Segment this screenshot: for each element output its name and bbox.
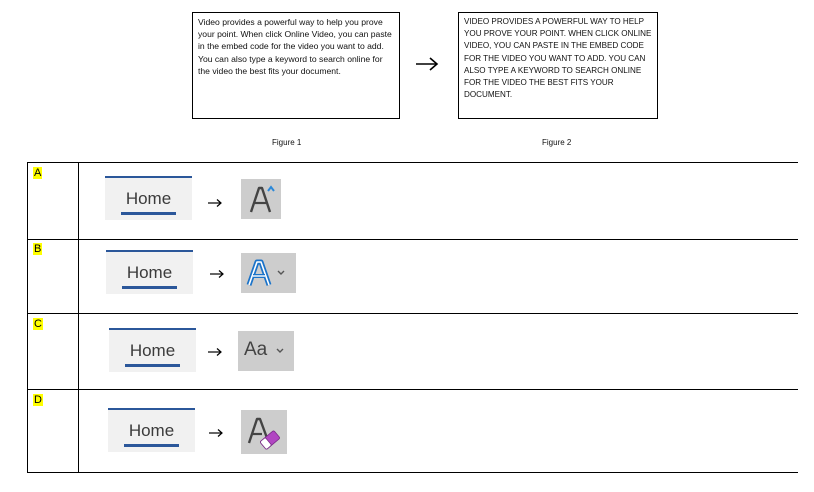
right-arrow-icon — [414, 56, 440, 72]
figure-2-textbox — [458, 12, 658, 119]
grow-font-icon — [241, 179, 281, 219]
tab-active-underline — [122, 286, 177, 289]
home-tab[interactable] — [106, 250, 193, 294]
figure-1-text: Video provides a powerful way to help you prove your point. When click Online Video, you can paste in the embed code for the video you want to add. You can also type a keyword to search online for the video the best fits your document. — [198, 17, 392, 76]
clear-formatting-icon — [241, 410, 287, 454]
figure-2-text: VIDEO PROVIDES A POWERFUL WAY TO HELP YOU PROVE YOUR POINT. WHEN CLICK ONLINE VIDEO, YOU CAN PASTE IN THE EMBED CODE FOR THE VIDEO YOU WANT TO ADD. YOU CAN ALSO TYPE A KEYWORD TO SEARCH ONLINE FOR THE VIDEO THE BEST FITS YOUR DOCUMENT. — [464, 17, 652, 100]
home-tab-label: Home — [125, 189, 172, 208]
change-case-button[interactable] — [238, 331, 294, 371]
text-effects-icon — [241, 253, 296, 293]
grow-font-button[interactable] — [241, 179, 281, 219]
tab-top-border — [108, 408, 195, 410]
clear-formatting-button[interactable] — [241, 410, 287, 454]
right-arrow-icon — [207, 198, 223, 208]
tab-top-border — [109, 328, 196, 330]
tab-active-underline — [125, 364, 180, 367]
home-tab-label: Home — [126, 263, 173, 282]
row-divider — [27, 389, 798, 390]
change-case-icon: Aa — [244, 339, 268, 360]
tab-active-underline — [121, 212, 176, 215]
home-tab[interactable] — [105, 176, 192, 220]
option-letter: A — [34, 167, 42, 179]
option-letter: C — [34, 318, 42, 330]
home-tab-label: Home — [128, 421, 175, 440]
home-tab[interactable] — [109, 328, 196, 372]
home-tab[interactable] — [108, 408, 195, 452]
figure-2-caption: Figure 2 — [542, 138, 572, 147]
tab-active-underline — [124, 444, 179, 447]
text-effects-button[interactable] — [241, 253, 296, 293]
home-tab-label: Home — [129, 341, 176, 360]
right-arrow-icon — [207, 347, 223, 357]
column-divider — [78, 162, 79, 473]
tab-top-border — [105, 176, 192, 178]
table-border-bottom — [27, 472, 798, 473]
figure-1-textbox — [192, 12, 400, 119]
chevron-down-icon — [238, 331, 294, 371]
right-arrow-icon — [209, 269, 225, 279]
option-letter: D — [34, 394, 42, 406]
row-divider — [27, 239, 798, 240]
table-border-top — [27, 162, 798, 163]
right-arrow-icon — [208, 428, 224, 438]
tab-top-border — [106, 250, 193, 252]
figure-1-caption: Figure 1 — [272, 138, 302, 147]
option-letter: B — [34, 243, 42, 255]
table-border-left — [27, 162, 28, 473]
row-divider — [27, 313, 798, 314]
